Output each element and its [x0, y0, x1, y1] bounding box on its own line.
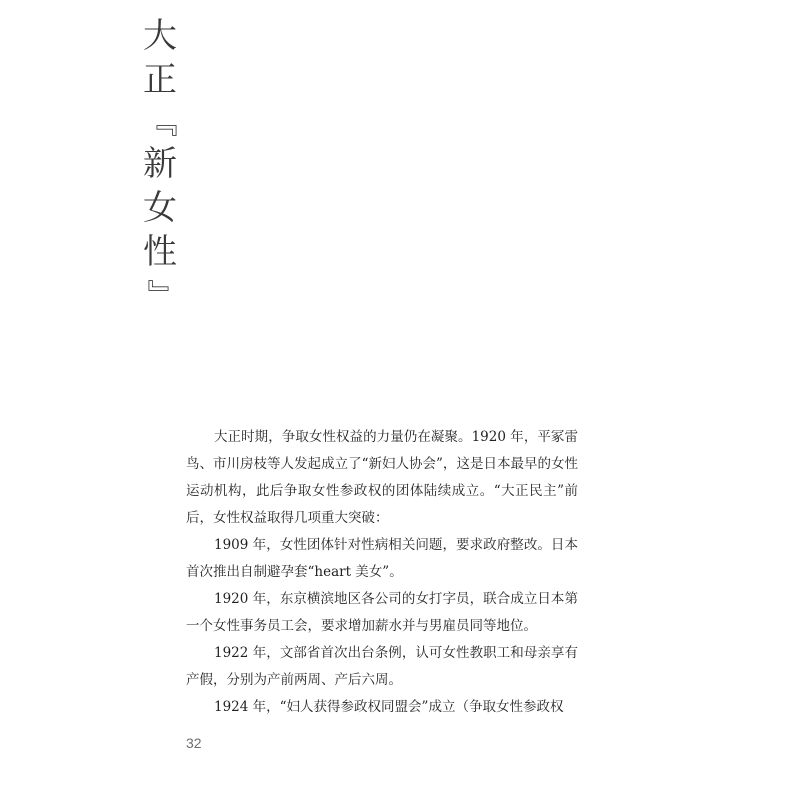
chapter-title-char: 新 — [143, 144, 177, 184]
chapter-title-vertical — [138, 14, 182, 314]
page-number: 32 — [186, 735, 202, 751]
chapter-title-close-bracket: 』 — [143, 279, 178, 309]
body-paragraph: 大正时期，争取女性权益的力量仍在凝聚。1920 年，平冢雷鸟、市川房枝等人发起成立了“新妇人协会”，这是日本最早的女性运动机构，此后争取女性参政权的团体陆续成立。“大正民主”前后，女性权益取得几项重大突破： — [186, 429, 578, 526]
chapter-title-char: 女 — [143, 188, 177, 228]
body-text — [186, 424, 578, 721]
body-paragraph: 1909 年，女性团体针对性病相关问题，要求政府整改。日本首次推出自制避孕套“heart 美女”。 — [186, 537, 578, 580]
chapter-title-char: 性 — [143, 232, 177, 272]
chapter-title-char: 正 — [143, 60, 177, 100]
body-paragraph: 1922 年，文部省首次出台条例，认可女性教职工和母亲享有产假，分别为产前两周、产后六周。 — [186, 645, 578, 688]
chapter-title-open-bracket: 『 — [143, 107, 178, 137]
body-paragraph: 1920 年，东京横滨地区各公司的女打字员，联合成立日本第一个女性事务员工会，要求增加薪水并与男雇员同等地位。 — [186, 591, 578, 634]
chapter-title-char: 大 — [143, 16, 177, 56]
body-paragraph: 1924 年，“妇人获得参政权同盟会”成立（争取女性参政权 — [214, 699, 564, 715]
